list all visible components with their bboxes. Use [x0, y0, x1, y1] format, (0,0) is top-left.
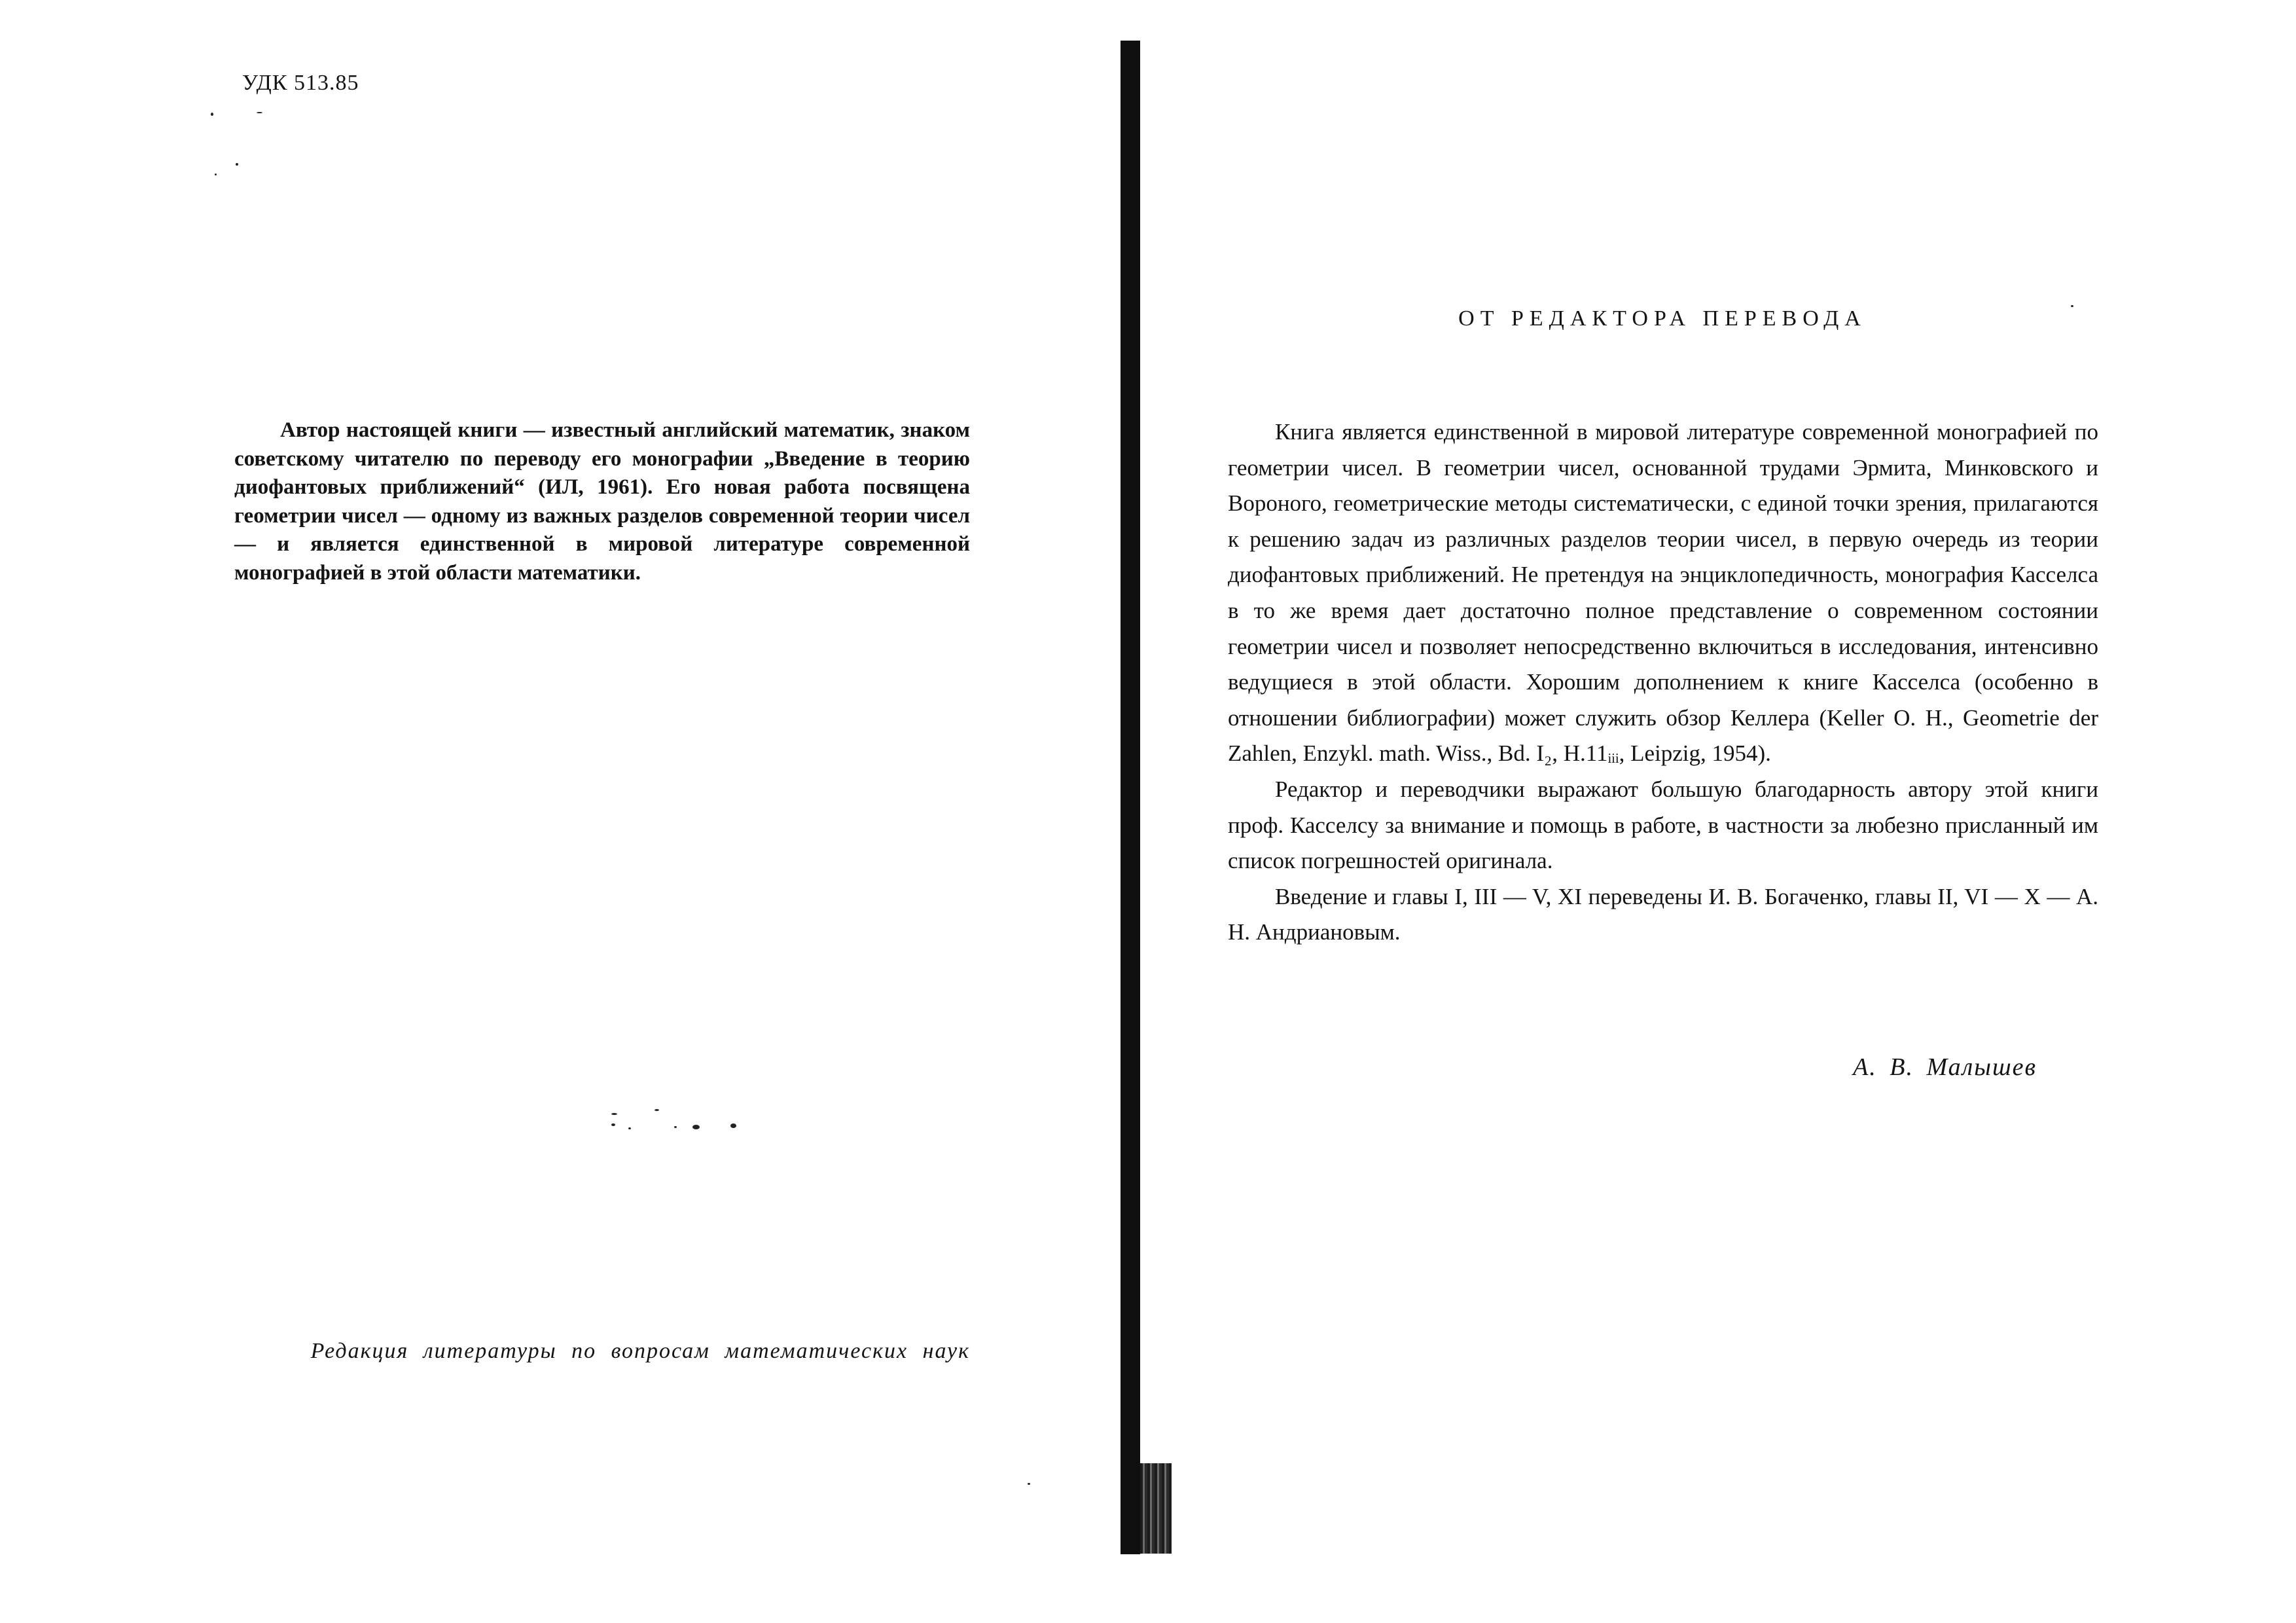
book-abstract [234, 416, 970, 587]
editor-preface [1228, 414, 2098, 951]
udk-code: УДК 513.85 [242, 71, 359, 95]
preface-paragraph: Книга является единственной в мировой литературе современной монографией по геометрии чисел. В геометрии чисел, основанной трудами Эрмита, Минковского и Вороного, геометрические методы систематически, с единой точки зрения, прилагаются к решению задач из различных разделов теории чисел, в первую очередь из теории диофантовых приближений. Не претендуя на энциклопедичность, монография Касселса в то же время дает достаточно полное представление о современном состоянии геометрии чисел и позволяет непосредственно включиться в исследования, интенсивно ведущиеся в этой области. Хорошим дополнением к книге Касселса (особенно в отношении библиографии) может служить обзор Келлера (Keller O. H., Geometrie der Zahlen, Enzykl. math. Wiss., Bd. I₂, H.11ᵢᵢᵢ, Leipzig, 1954). [1228, 419, 2098, 767]
scan-speck [628, 1127, 631, 1129]
preface-paragraph: Редактор и переводчики выражают большую благодарность автору этой книги проф. Касселсу за внимание и помощь в работе, в частности за любезно присланный им список погрешностей оригинала. [1228, 776, 2098, 874]
scan-speck [1028, 1483, 1030, 1485]
book-spine [1121, 41, 1140, 1554]
scan-speck [674, 1126, 677, 1128]
scan-speck [211, 113, 213, 116]
scan-speck [2071, 305, 2073, 307]
abstract-text: Автор настоящей книги — известный английский математик, знаком советскому читателю по переводу его монографии „Введение в теорию диофантовых приближений“ (ИЛ, 1961). Его новая работа посвящена геометрии чисел — одному из важных разделов современной теории чисел — и является единственной в мировой литературе современной монографией в этой области математики. [234, 418, 970, 585]
scan-speck [611, 1123, 615, 1126]
page-heading: ОТ РЕДАКТОРА ПЕРЕВОДА [1458, 306, 1867, 331]
scan-speck [236, 163, 238, 166]
scan-speck [730, 1123, 736, 1128]
scan-speck [611, 1113, 617, 1115]
scan-speck [692, 1125, 700, 1129]
scan-speck [257, 112, 262, 113]
spine-shadow [1140, 1463, 1172, 1554]
scan-speck [655, 1109, 659, 1111]
scan-speck [215, 173, 217, 175]
preface-paragraph: Введение и главы I, III — V, XI переведены И. В. Богаченко, главы II, VI — X — А. Н. Андриановым. [1228, 883, 2098, 945]
publisher-line: Редакция литературы по вопросам математических наук [310, 1339, 970, 1363]
editor-signature: А. В. Малышев [1853, 1053, 2037, 1081]
